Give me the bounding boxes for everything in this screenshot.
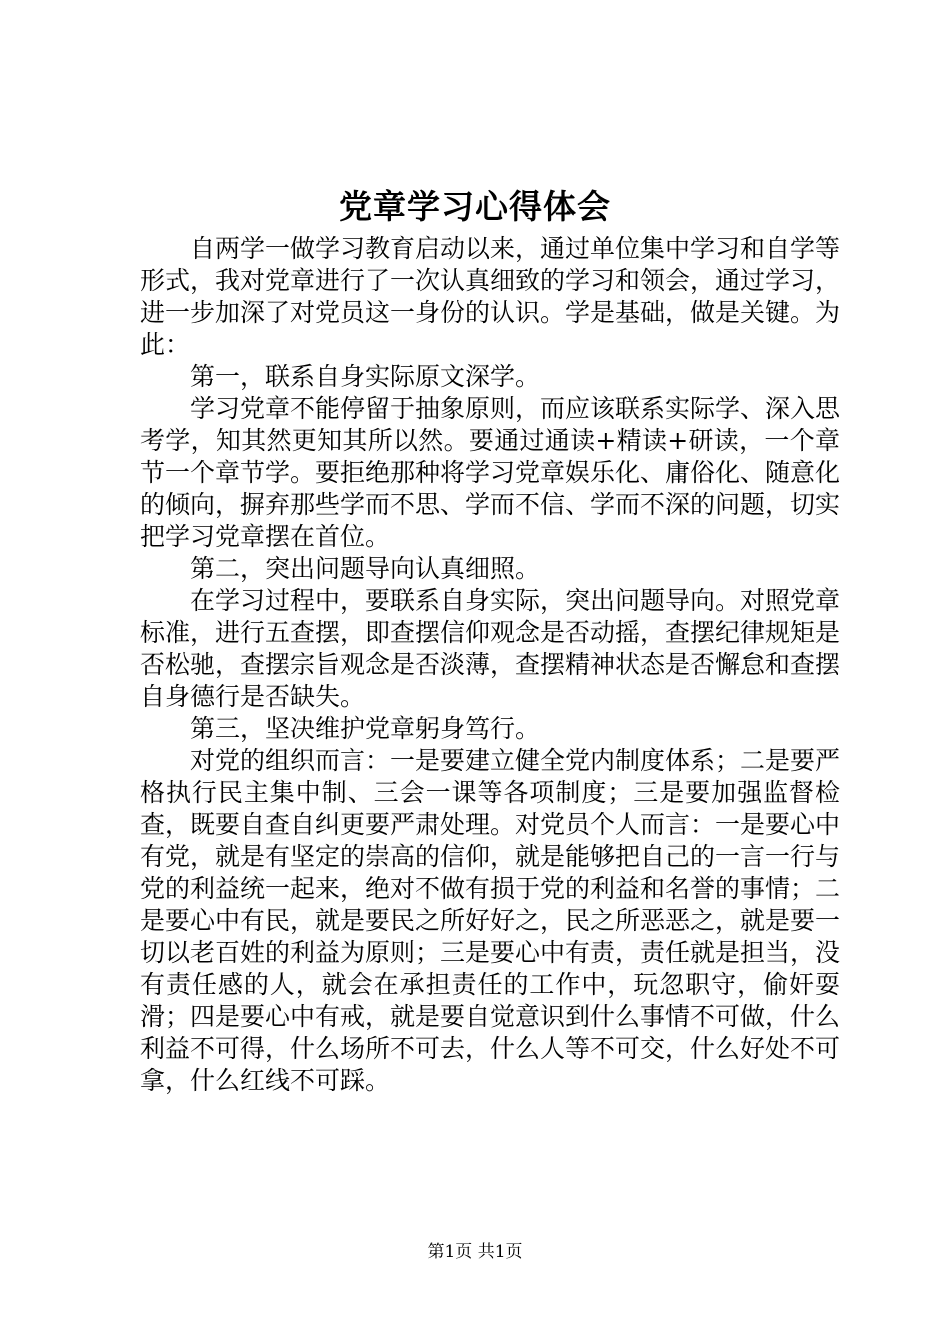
paragraph-section-3: 对党的组织而言：一是要建立健全党内制度体系；二是要严格执行民主集中制、三会一课等各项制度；三是要加强监督检查，既要自查自纠更要严肃处理。对党员个人而言：一是要心中有党，就是有坚定的崇高的信仰，就是能够把自己的一言一行与党的利益统一起来，绝对不做有损于党的利益和名誉的事情；二是要心中有民，就是要民之所好好之，民之所恶恶之，就是要一切以老百姓的利益为原则；三是要心中有责，责任就是担当，没有责任感的人，就会在承担责任的工作中，玩忽职守，偷奸耍滑；四是要心中有戒，就是要自觉意识到什么事情不可做，什么利益不可得，什么场所不可去，什么人等不可交，什么好处不可拿，什么红线不可踩。 <box>140 746 841 1095</box>
paragraph-heading-1: 第一，联系自身实际原文深学。 <box>190 362 541 391</box>
paragraph-section-1: 学习党章不能停留于抽象原则，而应该联系实际学、深入思考学，知其然更知其所以然。要通过通读+精读+研读，一个章节一个章节学。要拒绝那种将学习党章娱乐化、庸俗化、随意化的倾向，摒弃那些学而不思、学而不信、学而不深的问题，切实把学习党章摆在首位。 <box>140 394 841 551</box>
document-body <box>140 233 840 1097</box>
page-footer: 第1页 共1页 <box>427 1242 523 1262</box>
document-title: 党章学习心得体会 <box>339 187 611 226</box>
paragraph-section-2: 在学习过程中，要联系自身实际，突出问题导向。对照党章标准，进行五查摆，即查摆信仰观念是否动摇，查摆纪律规矩是否松驰，查摆宗旨观念是否淡薄，查摆精神状态是否懈怠和查摆自身德行是否缺失。 <box>140 586 841 711</box>
paragraph-intro: 自两学一做学习教育启动以来，通过单位集中学习和自学等形式，我对党章进行了一次认真细致的学习和领会，通过学习，进一步加深了对党员这一身份的认识。学是基础，做是关键。为此： <box>140 234 841 359</box>
paragraph-heading-2: 第二，突出问题导向认真细照。 <box>190 554 541 583</box>
paragraph-heading-3: 第三，坚决维护党章躬身笃行。 <box>190 714 541 743</box>
